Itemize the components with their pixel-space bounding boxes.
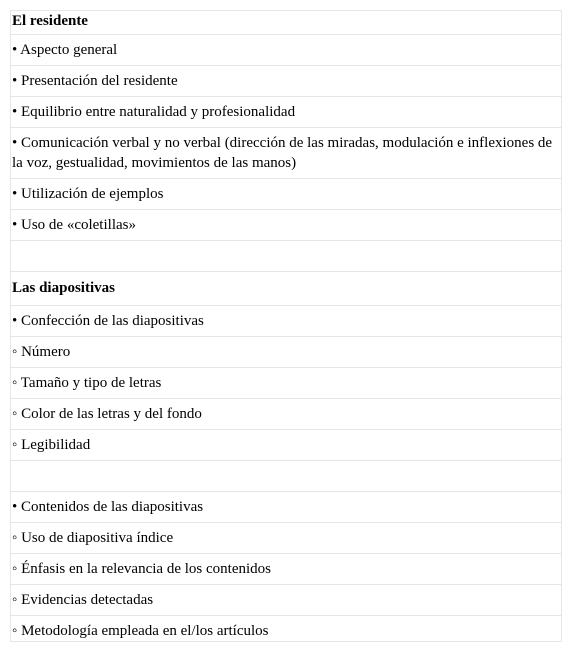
- list-item: ◦ Número: [11, 336, 561, 367]
- list-item: ◦ Color de las letras y del fondo: [11, 398, 561, 429]
- list-item: ◦ Énfasis en la relevancia de los contenidos: [11, 553, 561, 584]
- section-heading-diapositivas: Las diapositivas: [11, 271, 561, 305]
- list-item: ◦ Legibilidad: [11, 429, 561, 460]
- section-heading-residente: El residente: [12, 13, 88, 29]
- list-item: • Equilibrio entre naturalidad y profesionalidad: [11, 96, 561, 127]
- empty-row: [11, 240, 561, 271]
- list-item: • Confección de las diapositivas: [11, 305, 561, 336]
- list-item: • Utilización de ejemplos: [11, 178, 561, 209]
- empty-row: [11, 460, 561, 491]
- list-item: ◦ Uso de diapositiva índice: [11, 522, 561, 553]
- list-item: • Uso de «coletillas»: [11, 209, 561, 240]
- list-item: ◦ Tamaño y tipo de letras: [11, 367, 561, 398]
- list-item: • Contenidos de las diapositivas: [11, 491, 561, 522]
- list-item: ◦ Metodología empleada en el/los artículos: [11, 615, 561, 641]
- list-item: ◦ Evidencias detectadas: [11, 584, 561, 615]
- list-item: • Presentación del residente: [11, 65, 561, 96]
- list-item: • Aspecto general: [11, 34, 561, 65]
- evaluation-criteria-table: [10, 10, 562, 642]
- list-item: • Comunicación verbal y no verbal (dirección de las miradas, modulación e inflexiones de la voz, gestualidad, movimientos de las manos): [11, 127, 561, 178]
